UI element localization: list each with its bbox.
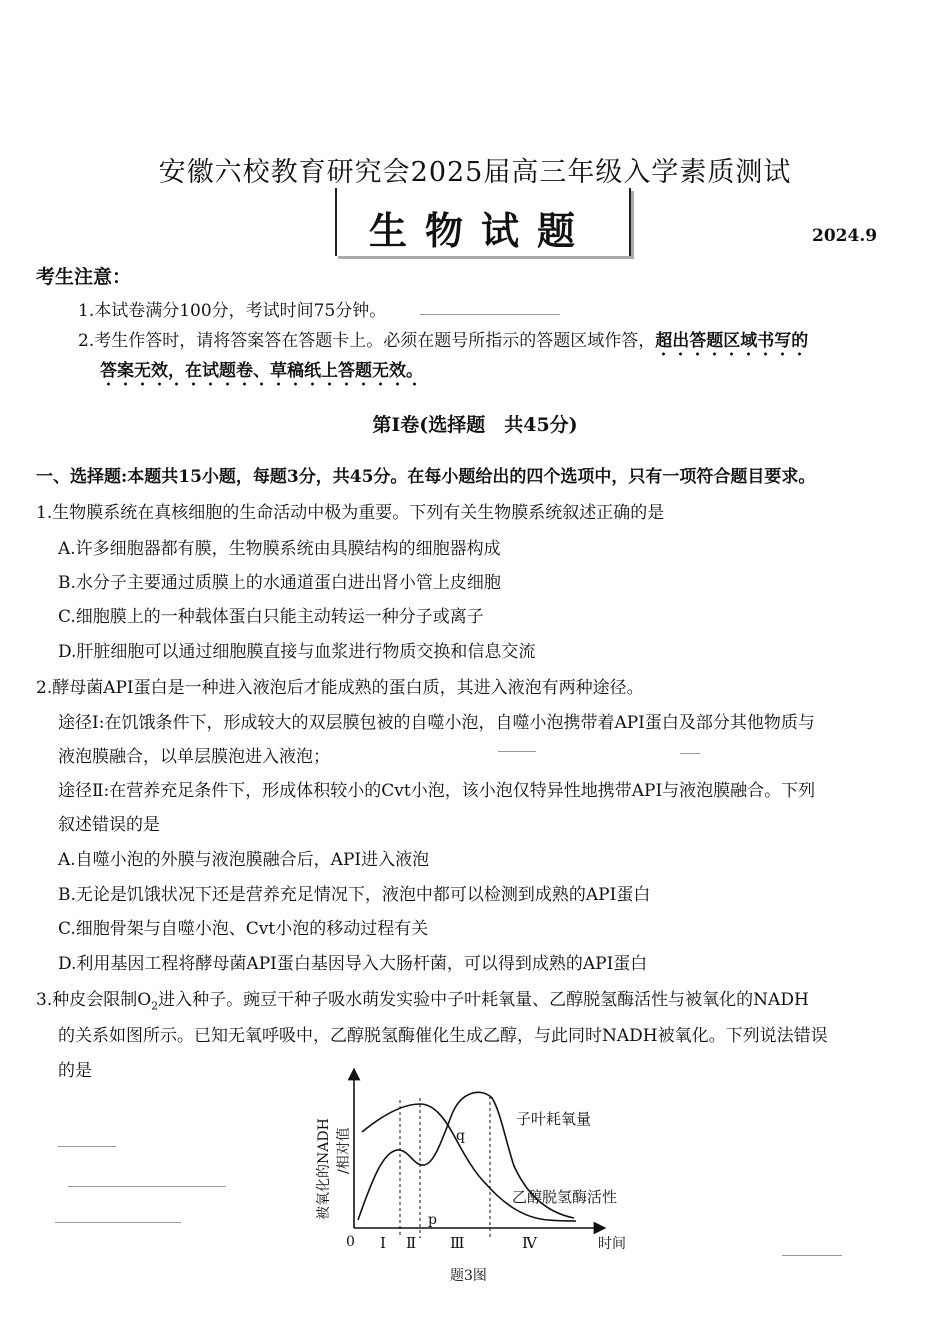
- subject-title: 生物试题: [368, 208, 593, 253]
- stage-label-4: Ⅳ: [522, 1234, 537, 1252]
- q3-stem-line3: 的是: [58, 1061, 92, 1081]
- stray-mark: [55, 1222, 181, 1223]
- ylabel-unit: /相对值: [336, 1127, 352, 1174]
- notice-item-1: 1.本试卷满分100分，考试时间75分钟。: [78, 301, 387, 321]
- point-q-label: q: [456, 1128, 465, 1144]
- stage-label-3: Ⅲ: [450, 1234, 465, 1252]
- notice-item-2: [78, 326, 808, 351]
- q3-subscript: 2: [151, 999, 159, 1013]
- notice-item-2-text: 2.考生作答时，请将答案答在答题卡上。必须在题号所指示的答题区域作答，: [78, 331, 656, 351]
- stray-mark: [680, 753, 700, 754]
- q3-stem-line1: [36, 985, 809, 1012]
- q2-path1-line2: 液泡膜融合，以单层膜泡进入液泡；: [58, 747, 330, 767]
- stage-label-1: Ⅰ: [380, 1234, 386, 1252]
- q2-option-d: D.利用基因工程将酵母菌API蛋白基因导入大肠杆菌，可以得到成熟的API蛋白: [58, 954, 648, 974]
- point-p-label: p: [428, 1212, 437, 1228]
- q3-stem-part: 3.种皮会限制O: [36, 990, 152, 1010]
- q2-option-c: C.细胞骨架与自噬小泡、Cvt小泡的移动过程有关: [58, 919, 429, 939]
- section-title: 第Ⅰ卷(选择题 共45分): [372, 414, 578, 436]
- q2-option-b: B.无论是饥饿状况下还是营养充足情况下，液泡中都可以检测到成熟的API蛋白: [58, 885, 651, 905]
- figure-caption: 题3图: [450, 1268, 487, 1284]
- figure-q3-graph: [300, 1070, 660, 1300]
- q1-option-a: A.许多细胞器都有膜，生物膜系统由具膜结构的细胞器构成: [58, 539, 501, 559]
- q2-path1-line1: 途径Ⅰ:在饥饿条件下，形成较大的双层膜包被的自噬小泡，自噬小泡携带着API蛋白及部分其他物质与: [58, 713, 815, 733]
- q2-path2-line1: 途径Ⅱ:在营养充足条件下，形成体积较小的Cvt小泡，该小泡仅特异性地携带API与液泡膜融合。下列: [58, 781, 816, 801]
- stray-mark: [68, 1186, 226, 1187]
- exam-date: 2024.9: [812, 226, 878, 246]
- q3-stem-line2: 的关系如图所示。已知无氧呼吸中，乙醇脱氢酶催化生成乙醇，与此同时NADH被氧化。下列说法错误: [58, 1026, 828, 1046]
- underline-mark: [420, 314, 560, 315]
- stray-mark: [58, 1146, 116, 1147]
- exam-title: 安徽六校教育研究会2025届高三年级入学素质测试: [158, 157, 792, 188]
- q2-path2-line2: 叙述错误的是: [58, 815, 160, 835]
- ylabel: 被氧化的NADH: [316, 1118, 332, 1220]
- stage-label-2: Ⅱ: [406, 1234, 417, 1252]
- curve-oxygen-label: 子叶耗氧量: [516, 1110, 592, 1128]
- curve-adh-label: 乙醇脱氢酶活性: [512, 1188, 618, 1206]
- q1-option-b: B.水分子主要通过质膜上的水通道蛋白进出肾小管上皮细胞: [58, 573, 501, 593]
- notice-item-2-emphasis: 超出答题区域书写的: [655, 331, 808, 357]
- q1-option-d: D.肝脏细胞可以通过细胞膜直接与血浆进行物质交换和信息交流: [58, 642, 536, 662]
- q1-stem: 1.生物膜系统在真核细胞的生命活动中极为重要。下列有关生物膜系统叙述正确的是: [36, 503, 665, 523]
- q2-stem: 2.酵母菌API蛋白是一种进入液泡后才能成熟的蛋白质，其进入液泡有两种途径。: [36, 678, 644, 698]
- notice-item-2-cont: [100, 356, 423, 381]
- figure-q3: [300, 1070, 660, 1300]
- q2-option-a: A.自噬小泡的外膜与液泡膜融合后，API进入液泡: [58, 850, 430, 870]
- stray-mark: [782, 1255, 842, 1256]
- q3-stem-part: 进入种子。豌豆干种子吸水萌发实验中子叶耗氧量、乙醇脱氢酶活性与被氧化的NADH: [158, 990, 809, 1010]
- origin-label: 0: [346, 1234, 355, 1250]
- xlabel: 时间: [598, 1236, 626, 1252]
- notice-item-2-emphasis-2: 答案无效，在试题卷、草稿纸上答题无效。: [100, 361, 423, 387]
- q1-option-c: C.细胞膜上的一种载体蛋白只能主动转运一种分子或离子: [58, 607, 484, 627]
- stray-mark: [498, 751, 536, 752]
- notice-heading: 考生注意：: [36, 266, 132, 288]
- section-instruction: 一、选择题:本题共15小题，每题3分，共45分。在每小题给出的四个选项中，只有一项符合题目要求。: [36, 467, 816, 487]
